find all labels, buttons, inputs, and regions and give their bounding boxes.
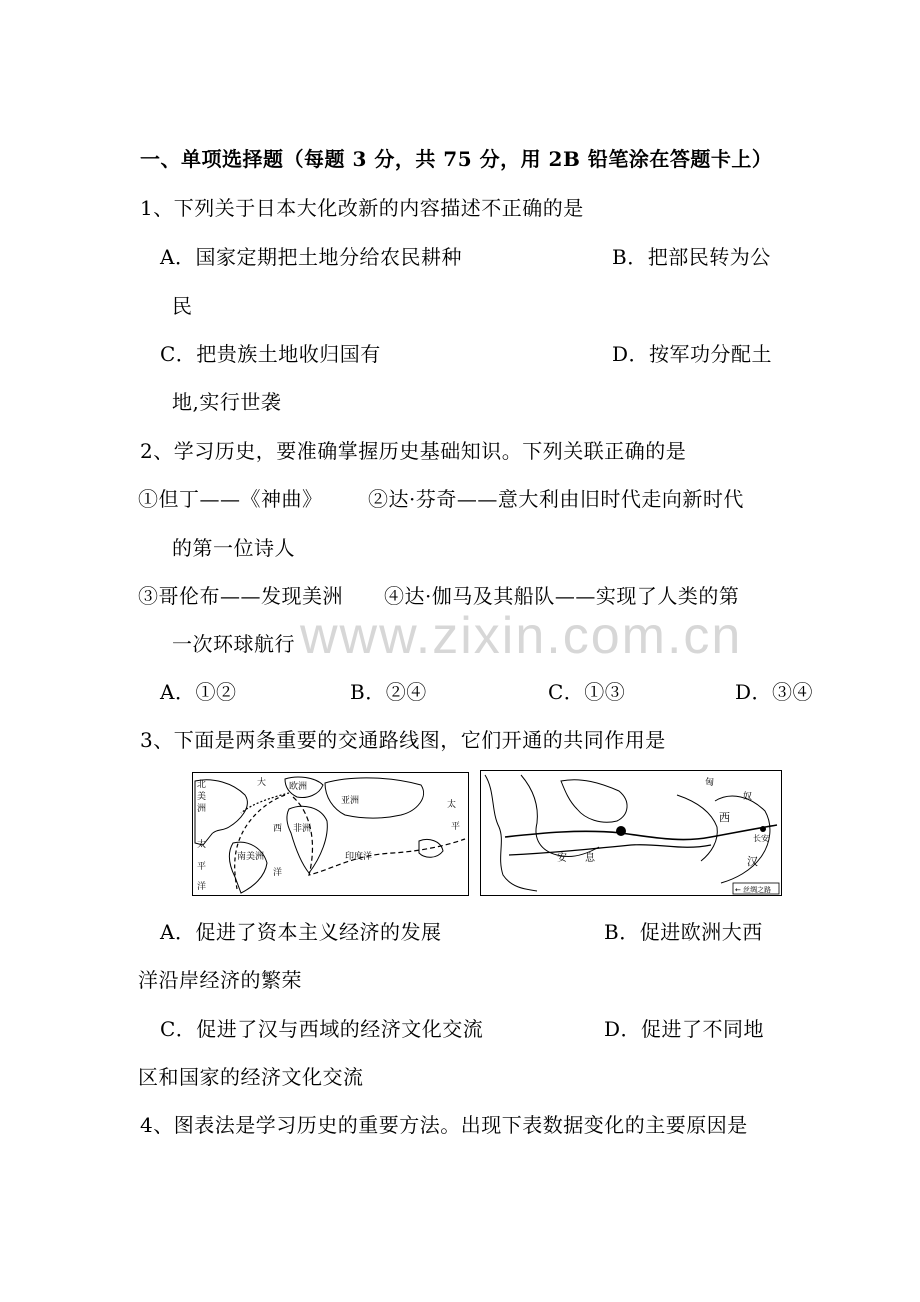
map1-label: 太 <box>197 840 207 850</box>
question-1-option-a: A．国家定期把土地分给农民耕种 <box>160 245 462 269</box>
question-2-item-2: ②达·芬奇——意大利由旧时代走向新时代 <box>368 487 744 511</box>
map-silk-road <box>480 770 782 896</box>
map1-label: 亚洲 <box>341 796 360 806</box>
question-3-option-c: C．促进了汉与西域的经济文化交流 <box>160 1017 484 1041</box>
map1-label: 欧洲 <box>289 782 308 792</box>
map2-label: 安 <box>557 853 567 864</box>
map1-label: 平 <box>197 862 207 872</box>
question-1-option-d-continued: 地,实行世袭 <box>172 390 282 414</box>
map2-legend: ← 丝绸之路 <box>735 886 772 894</box>
question-1-option-c: C．把贵族土地收归国有 <box>160 342 381 366</box>
map2-label: 长安 <box>753 834 769 843</box>
watermark: www.zixin.com.cn <box>300 607 743 665</box>
map2-label: 汉 <box>747 855 758 868</box>
map-new-sea-routes <box>192 772 469 896</box>
map1-label: 西 <box>273 824 283 834</box>
question-3-option-d: D．促进了不同地 <box>604 1017 765 1041</box>
map2-label: 匈 <box>705 778 715 788</box>
question-2-option-c: C．①③ <box>548 680 626 704</box>
map1-label: 非洲 <box>293 824 312 834</box>
question-2-item-4: ④达·伽马及其船队——实现了人类的第 <box>384 584 740 608</box>
question-2-option-a: A．①② <box>160 680 237 704</box>
map2-label: 息 <box>585 853 595 864</box>
question-3-option-b: B．促进欧洲大西 <box>604 920 763 944</box>
question-2-item-2-continued: 的第一位诗人 <box>172 536 295 560</box>
question-2-item-4-continued: 一次环球航行 <box>172 632 295 656</box>
map1-label: 洲 <box>197 804 207 814</box>
question-1-option-b-continued: 民 <box>172 294 193 318</box>
question-4-stem: 4、图表法是学习历史的重要方法。出现下表数据变化的主要原因是 <box>140 1113 748 1137</box>
question-3-option-d-continued: 区和国家的经济文化交流 <box>138 1065 364 1089</box>
map1-label: 太 <box>447 800 457 810</box>
map1-label: 大 <box>257 778 267 788</box>
question-1-option-b: B．把部民转为公 <box>612 245 771 269</box>
map1-label: 洋 <box>273 868 283 878</box>
map2-label: 奴 <box>743 792 753 802</box>
question-2-option-b: B．②④ <box>350 680 427 704</box>
question-3-option-a: A．促进了资本主义经济的发展 <box>160 920 442 944</box>
question-3-stem: 3、下面是两条重要的交通路线图，它们开通的共同作用是 <box>140 728 666 752</box>
map1-label: 平 <box>451 822 461 832</box>
question-2-item-3: ③哥伦布——发现美洲 <box>138 584 343 608</box>
map1-label: 印度洋 <box>345 852 373 862</box>
section-title: 一、单项选择题（每题 3 分，共 75 分，用 2B 铅笔涂在答题卡上） <box>140 147 773 171</box>
question-2-stem: 2、学习历史，要准确掌握历史基础知识。下列关联正确的是 <box>140 439 687 463</box>
question-3-option-b-continued: 洋沿岸经济的繁荣 <box>138 968 302 992</box>
question-1-option-d: D．按军功分配土 <box>612 342 773 366</box>
question-2-item-1: ①但丁——《神曲》 <box>138 487 323 511</box>
question-2-option-d: D．③④ <box>735 680 814 704</box>
map1-label: 南美洲 <box>237 852 265 862</box>
map1-label: 美 <box>197 792 207 802</box>
map1-label: 洋 <box>197 882 207 892</box>
map2-label: 西 <box>719 811 730 824</box>
question-1-stem: 1、下列关于日本大化改新的内容描述不正确的是 <box>140 196 584 220</box>
map1-label: 北 <box>197 780 207 790</box>
